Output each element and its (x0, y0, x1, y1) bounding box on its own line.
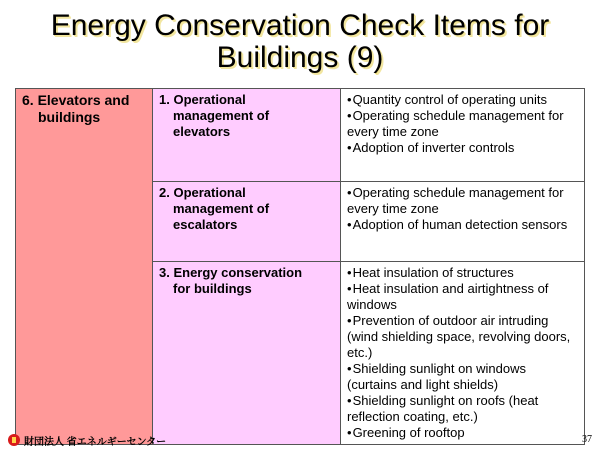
detail-bullet: • Operating schedule management for every time zone (347, 108, 578, 140)
title-line-2: Buildings (9) (216, 41, 384, 74)
detail-bullet: • Adoption of inverter controls (347, 140, 578, 156)
item-heading-line: management of (173, 108, 270, 123)
detail-bullet: • Heat insulation and airtightness of windows (347, 281, 578, 313)
item-heading-line: 1. Operational (159, 92, 246, 107)
item-heading-line: 3. Energy conservation (159, 265, 303, 280)
logo-text: 財団法人 省エネルギーセンター (24, 436, 167, 448)
detail-bullet: • Shielding sunlight on windows (curtains and light shields) (347, 361, 578, 393)
item-heading-line: escalators (173, 217, 238, 232)
item-heading-line: elevators (173, 124, 231, 139)
category-cell (16, 89, 153, 445)
detail-bullet: • Prevention of outdoor air intruding (wind shielding space, revolving doors, etc.) (347, 313, 578, 361)
detail-bullet: • Quantity control of operating units (347, 92, 578, 108)
category-line-1: 6. Elevators and (22, 92, 130, 108)
item-heading-line: 2. Operational (159, 185, 246, 200)
item-heading-cell (153, 182, 341, 262)
logo-icon (8, 434, 20, 446)
item-details-cell (341, 262, 585, 445)
category-line-2: buildings (38, 109, 101, 125)
item-details-cell (341, 182, 585, 262)
organization-logo (8, 433, 166, 447)
detail-bullet: • Heat insulation of structures (347, 265, 578, 281)
item-heading-cell (153, 262, 341, 445)
table-row (16, 89, 585, 182)
detail-bullet: • Adoption of human detection sensors (347, 217, 578, 233)
detail-bullet: • Operating schedule management for every time zone (347, 185, 578, 217)
page-number: 37 (582, 434, 592, 445)
item-heading-line: management of (173, 201, 270, 216)
detail-bullet: • Greening of rooftop (347, 425, 578, 441)
slide-title (0, 10, 600, 74)
title-line-1: Energy Conservation Check Items for (50, 9, 550, 42)
item-details-cell (341, 89, 585, 182)
detail-bullet: • Shielding sunlight on roofs (heat reflection coating, etc.) (347, 393, 578, 425)
check-items-table (15, 88, 585, 445)
item-heading-line: for buildings (173, 281, 252, 296)
item-heading-cell (153, 89, 341, 182)
